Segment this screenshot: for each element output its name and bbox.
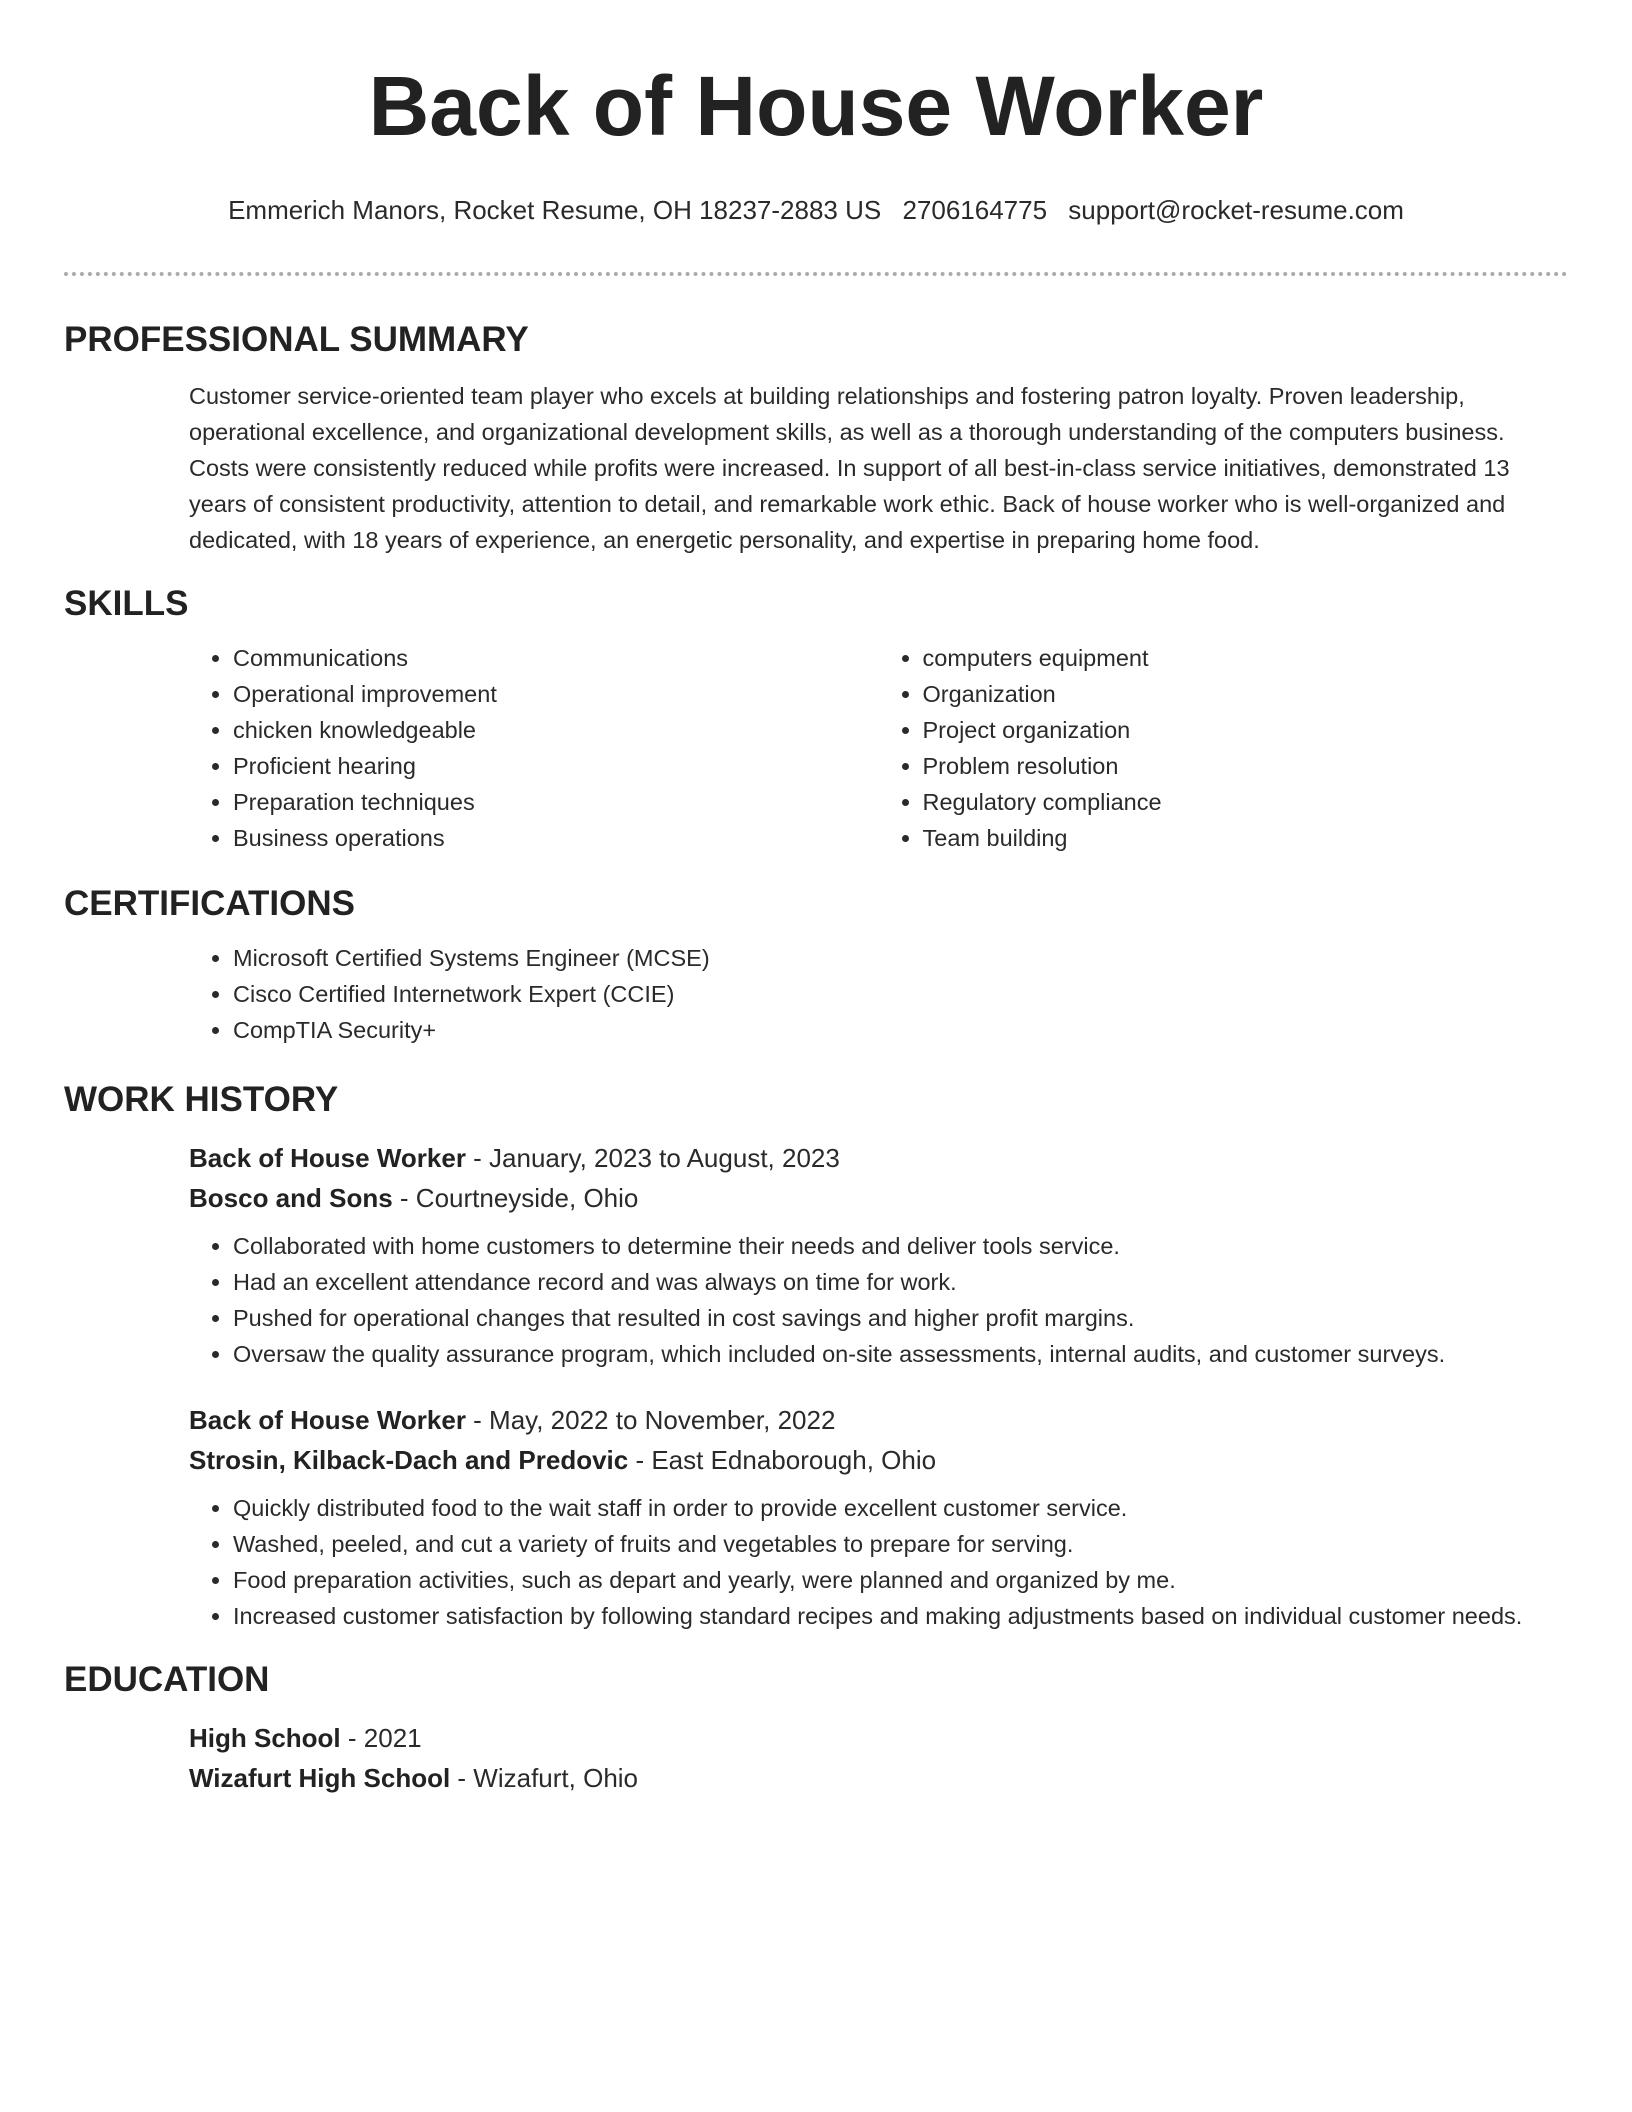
job-bullets — [189, 1228, 1568, 1372]
job-title-line — [189, 1400, 1568, 1440]
job-dates: - January, 2023 to August, 2023 — [465, 1143, 840, 1173]
skill-item: • Operational improvement — [233, 676, 879, 712]
education-school-line — [189, 1758, 1568, 1798]
job-company-line — [189, 1440, 1568, 1480]
education-location: - Wizafurt, Ohio — [450, 1763, 639, 1793]
skill-item: • Project organization — [923, 712, 1569, 748]
skill-item: • Proficient hearing — [233, 748, 879, 784]
job-location: - Courtneyside, Ohio — [392, 1183, 639, 1213]
skill-item: • Regulatory compliance — [923, 784, 1569, 820]
job-bullets — [189, 1490, 1568, 1634]
skill-item: • computers equipment — [923, 640, 1569, 676]
skill-item: • chicken knowledgeable — [233, 712, 879, 748]
job-entry — [189, 1138, 1568, 1372]
job-bullet: • Food preparation activities, such as depart and yearly, were planned and organized by me. — [233, 1562, 1568, 1598]
header-divider — [64, 272, 1568, 276]
contact-line — [64, 194, 1568, 226]
job-bullet: • Quickly distributed food to the wait staff in order to provide excellent customer service. — [233, 1490, 1568, 1526]
certification-item: • Microsoft Certified Systems Engineer (MCSE) — [233, 940, 1568, 976]
certification-item: • CompTIA Security+ — [233, 1012, 1568, 1048]
contact-address: Emmerich Manors, Rocket Resume, OH 18237-2883 US — [228, 195, 882, 225]
skill-item: • Problem resolution — [923, 748, 1569, 784]
contact-email: support@rocket-resume.com — [1068, 195, 1404, 225]
education-degree-line — [189, 1718, 1568, 1758]
job-company: Bosco and Sons — [189, 1183, 393, 1213]
job-location: - East Ednaborough, Ohio — [628, 1445, 937, 1475]
skill-item: • Communications — [233, 640, 879, 676]
job-dates: - May, 2022 to November, 2022 — [465, 1405, 836, 1435]
skills-column-left — [189, 640, 879, 856]
job-role: Back of House Worker — [189, 1405, 466, 1435]
job-company-line — [189, 1178, 1568, 1218]
certifications-list — [189, 940, 1568, 1048]
skill-item: • Organization — [923, 676, 1569, 712]
skill-item: • Business operations — [233, 820, 879, 856]
education-entry — [189, 1718, 1568, 1798]
job-bullet: • Increased customer satisfaction by following standard recipes and making adjustments based on individual customer needs. — [233, 1598, 1568, 1634]
skill-item: • Preparation techniques — [233, 784, 879, 820]
job-bullet: • Had an excellent attendance record and was always on time for work. — [233, 1264, 1568, 1300]
job-bullet: • Collaborated with home customers to determine their needs and deliver tools service. — [233, 1228, 1568, 1264]
job-role: Back of House Worker — [189, 1143, 466, 1173]
summary-text: Customer service-oriented team player who excels at building relationships and fostering patron loyalty. Proven leadership, operational excellence, and organizational development skills, as well as a thorough understanding of the computers business. Costs were consistently reduced while profits were increased. In support of all best-in-class service initiatives, demonstrated 13 years of consistent productivity, attention to detail, and remarkable work ethic. Back of house worker who is well-organized and dedicated, with 18 years of experience, an energetic personality, and expertise in preparing home food. — [189, 383, 1510, 553]
education-degree: High School — [189, 1723, 341, 1753]
job-bullet: • Pushed for operational changes that resulted in cost savings and higher profit margins. — [233, 1300, 1568, 1336]
education-year: - 2021 — [340, 1723, 422, 1753]
skills-column-right — [879, 640, 1569, 856]
skills-list — [189, 640, 1568, 856]
job-bullet: • Washed, peeled, and cut a variety of fruits and vegetables to prepare for serving. — [233, 1526, 1568, 1562]
job-bullet: • Oversaw the quality assurance program, which included on-site assessments, internal audits, and customer surveys. — [233, 1336, 1568, 1372]
work-history-heading: WORK HISTORY — [64, 1080, 339, 1119]
contact-phone: 2706164775 — [902, 195, 1048, 225]
resume-title: Back of House Worker — [368, 59, 1264, 153]
skills-heading: SKILLS — [64, 584, 189, 623]
job-title-line — [189, 1138, 1568, 1178]
skill-item: • Team building — [923, 820, 1569, 856]
education-school: Wizafurt High School — [189, 1763, 451, 1793]
summary-heading: PROFESSIONAL SUMMARY — [64, 320, 529, 359]
education-heading: EDUCATION — [64, 1660, 270, 1699]
job-company: Strosin, Kilback-Dach and Predovic — [189, 1445, 629, 1475]
job-entry — [189, 1400, 1568, 1634]
certification-item: • Cisco Certified Internetwork Expert (CCIE) — [233, 976, 1568, 1012]
certifications-heading: CERTIFICATIONS — [64, 884, 356, 923]
